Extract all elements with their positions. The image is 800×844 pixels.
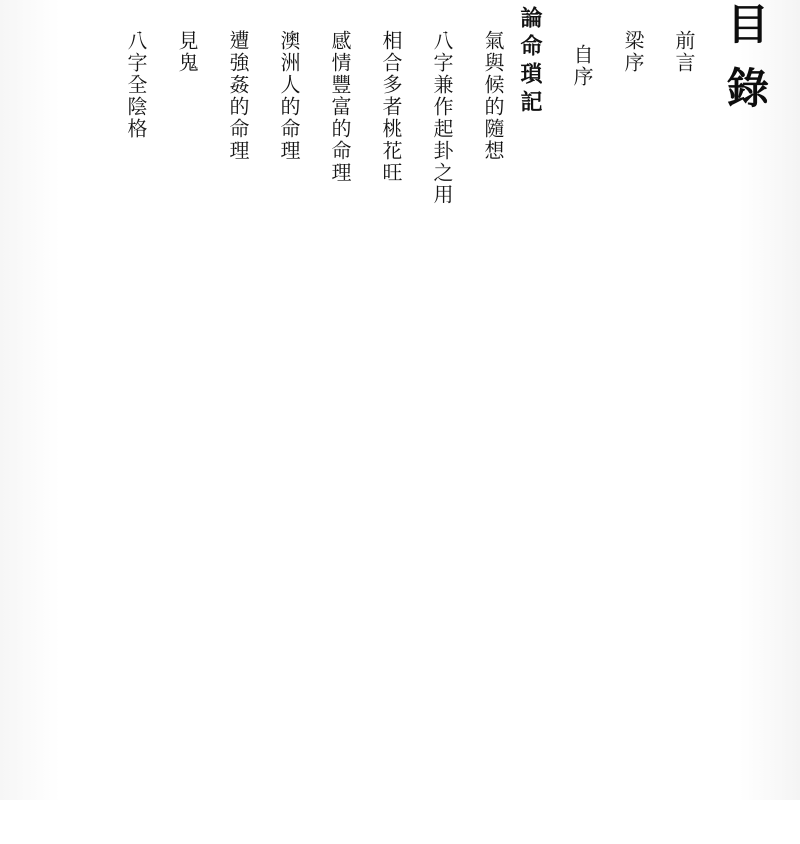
toc-entry-label: 八字全陰格 <box>124 30 148 140</box>
toc-entry-label: 遭強姦的命理 <box>226 30 250 162</box>
toc-entry-label: 八字兼作起卦之用 <box>430 30 454 206</box>
toc-entry-ganqing[interactable] <box>310 0 350 830</box>
toc-entry-label: 相合多者桃花旺 <box>379 30 403 184</box>
toc-entry-qianyan[interactable] <box>654 0 694 830</box>
toc-entry-bazijianzuo[interactable] <box>412 0 452 830</box>
toc-entry-jiangui[interactable] <box>157 0 197 830</box>
toc-entry-label: 前言 <box>672 30 696 74</box>
toc-entry-label: 氣與候的隨想 <box>481 30 505 162</box>
toc-entry-label: 梁序 <box>621 30 645 74</box>
toc-entry-label: 見鬼 <box>175 30 199 74</box>
toc-entry-label: 感情豐富的命理 <box>328 30 352 184</box>
toc-entry-xianghe[interactable] <box>361 0 401 830</box>
toc-entry-aozhouren[interactable] <box>259 0 299 830</box>
toc-entry-liangxu[interactable] <box>603 0 643 830</box>
page-title: 目錄 <box>721 2 770 130</box>
toc-entry-zixu[interactable] <box>552 0 592 844</box>
toc-entry-qiyuhou[interactable] <box>463 0 503 830</box>
section-title: 論命瑣記 <box>517 6 543 118</box>
toc-entry-baziquanyin[interactable] <box>106 0 146 830</box>
toc-entry-label: 澳洲人的命理 <box>277 30 301 162</box>
toc-entry-zaoqiangjian[interactable] <box>208 0 248 830</box>
toc-entry-label: 自序 <box>570 44 594 88</box>
